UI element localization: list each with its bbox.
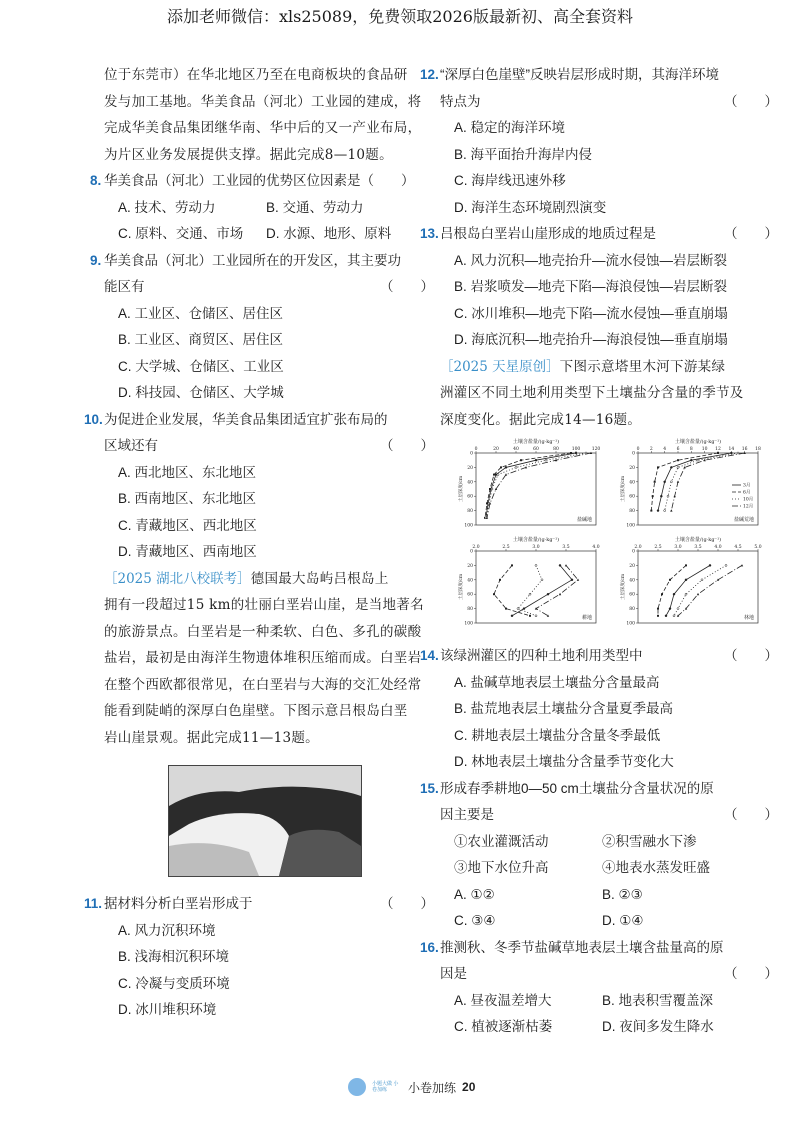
chart-point	[709, 564, 711, 566]
chart-point	[500, 466, 502, 468]
chart-point	[505, 466, 507, 468]
option[interactable]: C. 原料、交通、市场	[118, 226, 244, 241]
option[interactable]: A. 昼夜温差增大	[454, 992, 552, 1008]
item: ③地下水位升高	[454, 860, 549, 875]
chart-x-tick-label: 40	[513, 447, 519, 452]
chart-x-tick-label: 14	[728, 447, 735, 452]
chart-y-title: 土层深度/cm	[621, 573, 626, 601]
option[interactable]: D. 青藏地区、西南地区	[118, 544, 257, 559]
chart-y-tick-label: 60	[467, 592, 473, 598]
option[interactable]: C. 冷凝与变质环境	[118, 975, 230, 991]
chart-point	[499, 579, 501, 581]
chart-point	[730, 452, 732, 454]
chart-series-line	[536, 565, 578, 615]
chart-point	[505, 473, 507, 475]
page-footer	[348, 1078, 475, 1096]
chart-x-tick-label: 4	[663, 447, 667, 452]
item: ②积雪融水下渗	[602, 833, 697, 849]
footer-small-text: 小题大做 小卷加练	[372, 1081, 399, 1093]
item-row	[440, 855, 768, 882]
chart-x-tick-label: 4.5	[734, 545, 742, 550]
passage-line: 深度变化。据此完成14—16题。	[440, 411, 642, 428]
option-row	[440, 988, 768, 1015]
chart-point	[525, 466, 527, 468]
chart-point	[577, 579, 579, 581]
chart-point	[493, 474, 495, 476]
chart-point	[652, 495, 654, 497]
intro-line: 位于东莞市）在华北地区乃至在电商板块的食品研	[104, 67, 408, 83]
chart-point	[665, 615, 667, 617]
chart-y-tick-label: 80	[467, 607, 473, 613]
mascot-icon	[348, 1078, 366, 1096]
option[interactable]: A. ①②	[454, 886, 495, 902]
question-text: 特点为	[440, 93, 481, 109]
chart-point	[657, 608, 659, 610]
chart-y-tick-label: 100	[626, 621, 635, 627]
question-number: 13.	[420, 226, 439, 241]
chart-series-line	[518, 565, 542, 615]
chart-point	[660, 495, 662, 497]
passage-text: 下图示意塔里木河下游某绿	[559, 358, 726, 375]
option[interactable]: A. 技术、劳动力	[118, 199, 216, 215]
chart-point	[535, 459, 537, 461]
chart-point	[661, 593, 663, 595]
answer-paren[interactable]: （ ）	[724, 93, 778, 109]
option[interactable]: A. 西北地区、东北地区	[118, 464, 257, 480]
question-14	[420, 643, 778, 670]
chart-point	[741, 564, 743, 566]
chart-point	[670, 481, 672, 483]
passage-line: 拥有一段超过15 km的壮丽白垩岩山崖，是当地著名	[104, 597, 424, 613]
option[interactable]: C. ③④	[454, 913, 496, 928]
question-text: 据材料分析白垩岩形成于	[104, 896, 253, 911]
answer-paren[interactable]: （ ）	[724, 226, 778, 241]
chart-point	[657, 615, 659, 617]
chart-x-tick-label: 3.0	[532, 545, 540, 550]
option-row	[440, 882, 768, 909]
option[interactable]: A. 稳定的海洋环境	[454, 120, 566, 135]
chart-x-tick-label: 3.0	[674, 545, 682, 550]
chart-point	[486, 502, 488, 504]
option-row	[104, 221, 424, 248]
chart-y-tick-label: 80	[629, 607, 635, 613]
option[interactable]: D. 海底沉积—地壳抬升—海浪侵蚀—垂直崩塌	[454, 332, 728, 347]
chart-y-tick-label: 100	[464, 523, 473, 529]
chart-panel-label: 盐碱荒地	[733, 517, 754, 523]
chart-y-tick-label: 100	[626, 523, 635, 529]
answer-paren[interactable]: （ ）	[380, 438, 434, 453]
answer-paren[interactable]: （ ）	[724, 807, 778, 822]
passage-line: 的旅游景点。白垩岩是一种柔软、白色、多孔的碳酸	[104, 623, 422, 640]
option[interactable]: B. 盐荒地表层土壤盐分含量夏季最高	[454, 701, 674, 716]
passage-text: 德国最大岛屿吕根岛上	[250, 570, 389, 587]
option-row	[440, 908, 768, 935]
chart-x-tick-label: 60	[533, 447, 539, 452]
question-12	[420, 62, 778, 115]
chart-y-tick-label: 0	[470, 451, 473, 457]
chart-x-tick-label: 3.5	[694, 545, 702, 550]
option[interactable]: B. 西南地区、东北地区	[118, 491, 257, 506]
chart-x-tick-label: 4.0	[714, 545, 722, 550]
chart-y-tick-label: 60	[629, 494, 635, 500]
chart-y-tick-label: 40	[467, 480, 473, 486]
chart-y-tick-label: 100	[464, 621, 473, 627]
chart-point	[511, 564, 513, 566]
chart-series-line	[512, 565, 572, 615]
chart-legend-label: 3月	[743, 483, 751, 489]
salinity-charts	[448, 437, 768, 633]
passage-line: 洲灌区不同土地利用类型下土壤盐分含量的季节及	[440, 385, 744, 401]
chart-point	[673, 615, 675, 617]
question-text: 为促进企业发展，华美食品集团适宜扩张布局的	[104, 411, 388, 427]
chart-point	[697, 459, 699, 461]
chart-legend-label: 6月	[743, 490, 751, 496]
chart-x-title: 土壤含盐量/(g·kg⁻¹)	[512, 537, 560, 543]
intro-line: 完成华美食品集团继华南、华中后的又一产业布局，	[104, 120, 422, 136]
chart-point	[547, 593, 549, 595]
answer-paren[interactable]: （ ）	[380, 896, 434, 911]
chart-x-tick-label: 6	[676, 447, 680, 452]
chart-point	[575, 452, 577, 454]
chart-x-tick-label: 10	[701, 447, 708, 452]
chart-series-line	[658, 565, 686, 615]
chart-y-title: 土层深度/cm	[459, 573, 464, 601]
chart-x-tick-label: 80	[553, 447, 559, 452]
chart-point	[535, 615, 537, 617]
chart-series-line	[671, 453, 744, 511]
chart-point	[657, 510, 659, 512]
chart-x-tick-label: 16	[741, 447, 748, 452]
option[interactable]: D. 海洋生态环境剧烈演变	[454, 199, 607, 215]
chart-y-tick-label: 40	[629, 480, 635, 486]
chart-series-line	[651, 453, 718, 511]
option[interactable]: B. 浅海相沉积环境	[118, 949, 230, 964]
question-number: 16.	[420, 939, 439, 955]
chart-point	[664, 510, 666, 512]
question-number: 11.	[84, 896, 103, 911]
chart-point	[495, 474, 497, 476]
option[interactable]: A. 风力沉积—地壳抬升—流水侵蚀—岩层断裂	[454, 252, 728, 268]
option[interactable]: B. 海平面抬升海岸内侵	[454, 146, 593, 162]
chart-x-tick-label: 2.0	[634, 545, 642, 550]
chart-point	[673, 593, 675, 595]
chart-point	[670, 466, 672, 468]
chart-point	[677, 481, 679, 483]
chart-x-tick-label: 0	[636, 447, 640, 452]
chart-panel-label: 林地	[743, 615, 754, 621]
item: ④地表水蒸发旺盛	[602, 860, 710, 875]
question-text: 该绿洲灌区的四种土地利用类型中	[440, 648, 643, 663]
chart-point	[664, 481, 666, 483]
question-number: 14.	[420, 648, 439, 663]
option[interactable]: D. 水源、地形、原料	[266, 226, 392, 241]
question-text: 华美食品（河北）工业园的优势区位因素是（ ）	[104, 173, 415, 188]
source-tag: ［2025 天星原创］	[440, 358, 560, 375]
chart-x-title: 土壤含盐量/(g·kg⁻¹)	[674, 439, 722, 445]
footer-label: 小卷加练	[408, 1080, 457, 1095]
passage-line: 能看到陡峭的深厚白色崖壁。下图示意吕根岛白垩	[104, 703, 408, 719]
chart-point	[654, 481, 656, 483]
item-row	[440, 829, 768, 856]
question-number: 15.	[420, 780, 439, 796]
passage-line: 岩山崖景观。据此完成11—13题。	[104, 729, 319, 746]
chart-point	[725, 564, 727, 566]
right-column	[420, 62, 778, 1041]
option[interactable]: C. 海岸线迅速外移	[454, 173, 566, 188]
chart-x-tick-label: 5.0	[754, 545, 762, 550]
chart-x-tick-label: 2.0	[472, 545, 480, 550]
chart-point	[667, 495, 669, 497]
chart-point	[669, 608, 671, 610]
passage-first-line	[104, 566, 424, 593]
chart-y-tick-label: 20	[629, 563, 635, 569]
chart-x-tick-label: 18	[755, 447, 761, 452]
chart-x-tick-label: 8	[689, 447, 693, 452]
chart-y-tick-label: 20	[467, 465, 473, 471]
option[interactable]: B. 工业区、商贸区、居住区	[118, 332, 284, 347]
chart-point	[497, 474, 499, 476]
option[interactable]: D. 林地表层土壤盐分含量季节变化大	[454, 754, 674, 769]
chart-frame	[638, 551, 758, 623]
chart-point	[685, 579, 687, 581]
question-text: “深厚白色崖壁”反映岩层形成时期，其海洋环境	[440, 67, 719, 82]
question-16	[420, 935, 778, 988]
question-number: 12.	[420, 67, 439, 82]
chart-panel-label: 盐碱地	[576, 517, 592, 523]
question-10	[84, 407, 434, 460]
question-8	[90, 168, 424, 195]
option[interactable]: C. 耕地表层土壤盐分含量冬季最低	[454, 727, 661, 743]
chart-x-title: 土壤含盐量/(g·kg⁻¹)	[674, 537, 722, 543]
chart-y-tick-label: 0	[632, 549, 635, 555]
page-header: 添加老师微信：xls25089，免费领取2026版最新初、高全套资料	[167, 7, 633, 26]
question-text: 华美食品（河北）工业园所在的开发区，其主要功	[104, 252, 401, 268]
chart-point	[517, 608, 519, 610]
chart-x-tick-label: 20	[493, 447, 499, 452]
chart-y-tick-label: 80	[629, 509, 635, 515]
question-text: 吕根岛白垩岩山崖形成的地质过程是	[440, 226, 656, 241]
chart-y-tick-label: 80	[467, 509, 473, 515]
intro-line: 为片区业务发展提供支撑。据此完成8—10题。	[104, 146, 393, 163]
chart-point	[491, 488, 493, 490]
chart-series-line	[658, 453, 731, 511]
chart-point	[683, 466, 685, 468]
chart-point	[677, 466, 679, 468]
chart-x-tick-label: 12	[715, 447, 721, 452]
chart-point	[535, 564, 537, 566]
option[interactable]: A. 风力沉积环境	[118, 922, 216, 938]
page-number: 20	[462, 1080, 476, 1094]
chart-point	[511, 615, 513, 617]
chart-y-tick-label: 60	[467, 494, 473, 500]
chart-point	[559, 593, 561, 595]
chart-point	[523, 608, 525, 610]
option[interactable]: D. 科技园、仓储区、大学城	[118, 385, 284, 400]
chart-point	[559, 564, 561, 566]
chart-point	[541, 579, 543, 581]
chart-point	[489, 488, 491, 490]
chart-x-tick-label: 100	[571, 447, 581, 452]
chart-panel-label: 耕地	[581, 615, 592, 621]
chart-point	[690, 459, 692, 461]
option[interactable]: C. 大学城、仓储区、工业区	[118, 358, 284, 374]
source-tag: ［2025 湖北八校联考］	[104, 570, 251, 587]
chart-point	[505, 608, 507, 610]
option[interactable]: B. ②③	[602, 886, 643, 902]
chart-point	[685, 593, 687, 595]
chart-point	[673, 495, 675, 497]
option[interactable]: D. 夜间多发生降水	[602, 1019, 714, 1034]
option[interactable]: B. 地表积雪覆盖深	[602, 992, 714, 1008]
answer-paren[interactable]: （ ）	[724, 966, 778, 981]
chart-x-tick-label: 3.5	[562, 545, 570, 550]
chart-frame	[638, 453, 758, 525]
option[interactable]: A. 工业区、仓储区、居住区	[118, 305, 284, 321]
answer-paren[interactable]: （ ）	[380, 279, 434, 294]
chart-y-title: 土层深度/cm	[459, 475, 464, 503]
passage-first-line	[440, 354, 768, 381]
question-text: 推测秋、冬季节盐碱草地表层土壤含盐量高的原	[440, 939, 724, 955]
chart-x-tick-label: 2.5	[502, 545, 510, 550]
chart-point	[657, 466, 659, 468]
chart-series-line	[485, 453, 571, 518]
chart-point	[685, 564, 687, 566]
option[interactable]: A. 盐碱草地表层土壤盐分含量最高	[454, 674, 660, 690]
question-number: 10.	[84, 411, 103, 427]
option[interactable]: B. 岩浆喷发—地壳下陷—海浪侵蚀—岩层断裂	[454, 279, 728, 294]
chart-x-tick-label: 0	[474, 447, 478, 452]
chart-y-tick-label: 20	[467, 563, 473, 569]
chart-point	[571, 579, 573, 581]
option[interactable]: C. 青藏地区、西北地区	[118, 517, 257, 533]
chart-point	[677, 608, 679, 610]
chart-series-line	[674, 565, 726, 615]
question-text: 区域还有	[104, 438, 158, 453]
option[interactable]: C. 冰川堆积—地壳下陷—流水侵蚀—垂直崩塌	[454, 305, 728, 321]
cliff-photo	[168, 765, 362, 877]
chart-x-tick-label: 2.5	[654, 545, 662, 550]
chart-x-tick-label: 2	[649, 447, 653, 452]
option[interactable]: B. 交通、劳动力	[266, 199, 364, 215]
chart-y-tick-label: 0	[632, 451, 635, 457]
chart-legend-label: 10月	[743, 497, 754, 503]
chart-point	[529, 593, 531, 595]
option[interactable]: C. 植被逐渐枯萎	[454, 1019, 553, 1034]
chart-point	[697, 593, 699, 595]
chart-point	[669, 579, 671, 581]
chart-point	[493, 593, 495, 595]
question-15	[420, 776, 778, 829]
chart-series-line	[486, 453, 586, 518]
question-text: 形成春季耕地0—50 cm土壤盐分含量状况的原	[440, 780, 714, 796]
passage-line: 在整个西欧都很常见，在白垩岩与大海的交汇处经常	[104, 676, 422, 693]
chart-point	[717, 452, 719, 454]
option[interactable]: D. ①④	[602, 913, 644, 928]
chart-point	[677, 459, 679, 461]
chart-point	[515, 466, 517, 468]
chart-y-tick-label: 0	[470, 549, 473, 555]
chart-x-title: 土壤含盐量/(g·kg⁻¹)	[512, 439, 560, 445]
answer-paren[interactable]: （ ）	[724, 648, 778, 663]
chart-series-line	[486, 453, 576, 518]
question-13	[420, 221, 778, 248]
option[interactable]: D. 冰川堆积环境	[118, 1002, 217, 1017]
chart-point	[701, 579, 703, 581]
question-number: 8.	[90, 173, 102, 188]
chart-point	[529, 615, 531, 617]
question-number: 9.	[90, 252, 102, 268]
chart-point	[565, 564, 567, 566]
question-text: 因是	[440, 966, 467, 981]
chart-x-tick-label: 120	[591, 447, 601, 452]
intro-line: 发与加工基地。华美食品（河北）工业园的建成，将	[104, 93, 422, 110]
question-9	[90, 248, 434, 301]
chart-y-title: 土层深度/cm	[621, 475, 626, 503]
chart-series-line	[678, 565, 742, 615]
option-row	[104, 195, 424, 222]
chart-y-tick-label: 40	[467, 578, 473, 584]
passage-line: 盐岩，最初是由海洋生物遗体堆积压缩而成。白垩岩	[104, 650, 422, 666]
chart-point	[520, 459, 522, 461]
item: ①农业灌溉活动	[454, 833, 549, 849]
option-row	[440, 1014, 768, 1041]
chart-series-line	[487, 453, 591, 518]
question-text: 能区有	[104, 279, 145, 294]
chart-point	[650, 510, 652, 512]
chart-point	[545, 459, 547, 461]
question-11	[84, 891, 434, 918]
chart-frame	[476, 453, 596, 525]
chart-y-tick-label: 60	[629, 592, 635, 598]
chart-legend-label: 12月	[743, 504, 754, 510]
chart-point	[570, 452, 572, 454]
chart-x-tick-label: 4.0	[592, 545, 600, 550]
chart-point	[670, 509, 672, 511]
question-text: 因主要是	[440, 807, 494, 822]
chart-y-tick-label: 20	[629, 465, 635, 471]
chart-y-tick-label: 40	[629, 578, 635, 584]
